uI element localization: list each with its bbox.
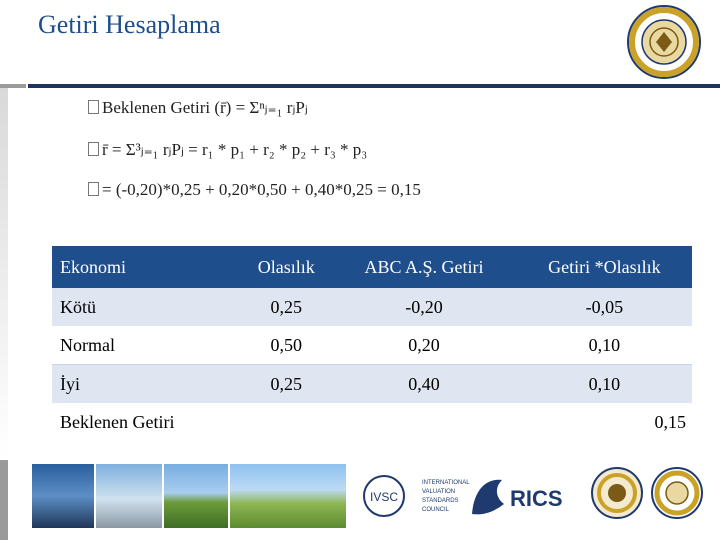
- table-cell: Normal: [52, 326, 241, 365]
- expected-return-table: [52, 246, 692, 441]
- table-cell: 0,40: [331, 365, 516, 404]
- slide-title: Getiri Hesaplama: [38, 10, 221, 39]
- table-cell: [331, 403, 516, 441]
- house-landscape-photo: [164, 464, 228, 528]
- skyscraper-photo: [96, 464, 162, 528]
- institute-seal-logo: [590, 464, 644, 522]
- svg-text:INTERNATIONAL: INTERNATIONAL: [422, 480, 470, 486]
- table-row: [52, 326, 692, 365]
- column-header: Ekonomi: [52, 246, 241, 288]
- ankara-university-seal-small: [650, 464, 704, 522]
- total-label: Beklenen Getiri: [52, 403, 241, 441]
- column-header: Olasılık: [241, 246, 331, 288]
- formula-three-states: r̄ = Σ³ⱼ₌₁ rⱼPⱼ = r₁ * p₁ + r₂ * p₂ + r₃ * p₃: [88, 140, 367, 160]
- ankara-university-logo: [626, 4, 702, 80]
- table-cell: 0,10: [517, 326, 692, 365]
- bullet-icon: [88, 182, 99, 196]
- table-row: [52, 288, 692, 326]
- table-total-row: [52, 403, 692, 441]
- svg-text:STANDARDS: STANDARDS: [422, 498, 459, 504]
- bullet-icon: [88, 100, 99, 114]
- table-cell: İyi: [52, 365, 241, 404]
- field-trees-photo: [230, 464, 346, 528]
- table-cell: 0,10: [517, 365, 692, 404]
- table-cell: -0,20: [331, 288, 516, 326]
- ivsc-wordmark: IVSC: [369, 490, 399, 504]
- table-cell: [241, 403, 331, 441]
- svg-text:VALUATION: VALUATION: [422, 489, 456, 495]
- column-header: ABC A.Ş. Getiri: [331, 246, 516, 288]
- table-cell: Kötü: [52, 288, 241, 326]
- table-cell: 0,50: [241, 326, 331, 365]
- bullet-icon: [88, 142, 99, 156]
- table-header-row: [52, 246, 692, 288]
- title-rule: [28, 84, 720, 88]
- total-value: 0,15: [517, 403, 692, 441]
- table-row: [52, 365, 692, 404]
- rics-wordmark: RICS: [510, 486, 563, 511]
- column-header: Getiri *Olasılık: [517, 246, 692, 288]
- table-cell: 0,25: [241, 288, 331, 326]
- formula-expected-return: Beklenen Getiri (r̄) = Σⁿⱼ₌₁ rⱼPⱼ: [88, 98, 308, 118]
- ivsc-logo: [362, 468, 470, 524]
- table-cell: -0,05: [517, 288, 692, 326]
- table-cell: 0,20: [331, 326, 516, 365]
- left-side-bar: [0, 88, 8, 458]
- city-skyline-photo: [32, 464, 94, 528]
- svg-text:COUNCIL: COUNCIL: [422, 507, 450, 513]
- table-cell: 0,25: [241, 365, 331, 404]
- footer-side-bar: [0, 460, 8, 540]
- rics-logo: [466, 470, 580, 522]
- formula-numeric-result: = (-0,20)*0,25 + 0,20*0,50 + 0,40*0,25 = 0,15: [88, 180, 421, 200]
